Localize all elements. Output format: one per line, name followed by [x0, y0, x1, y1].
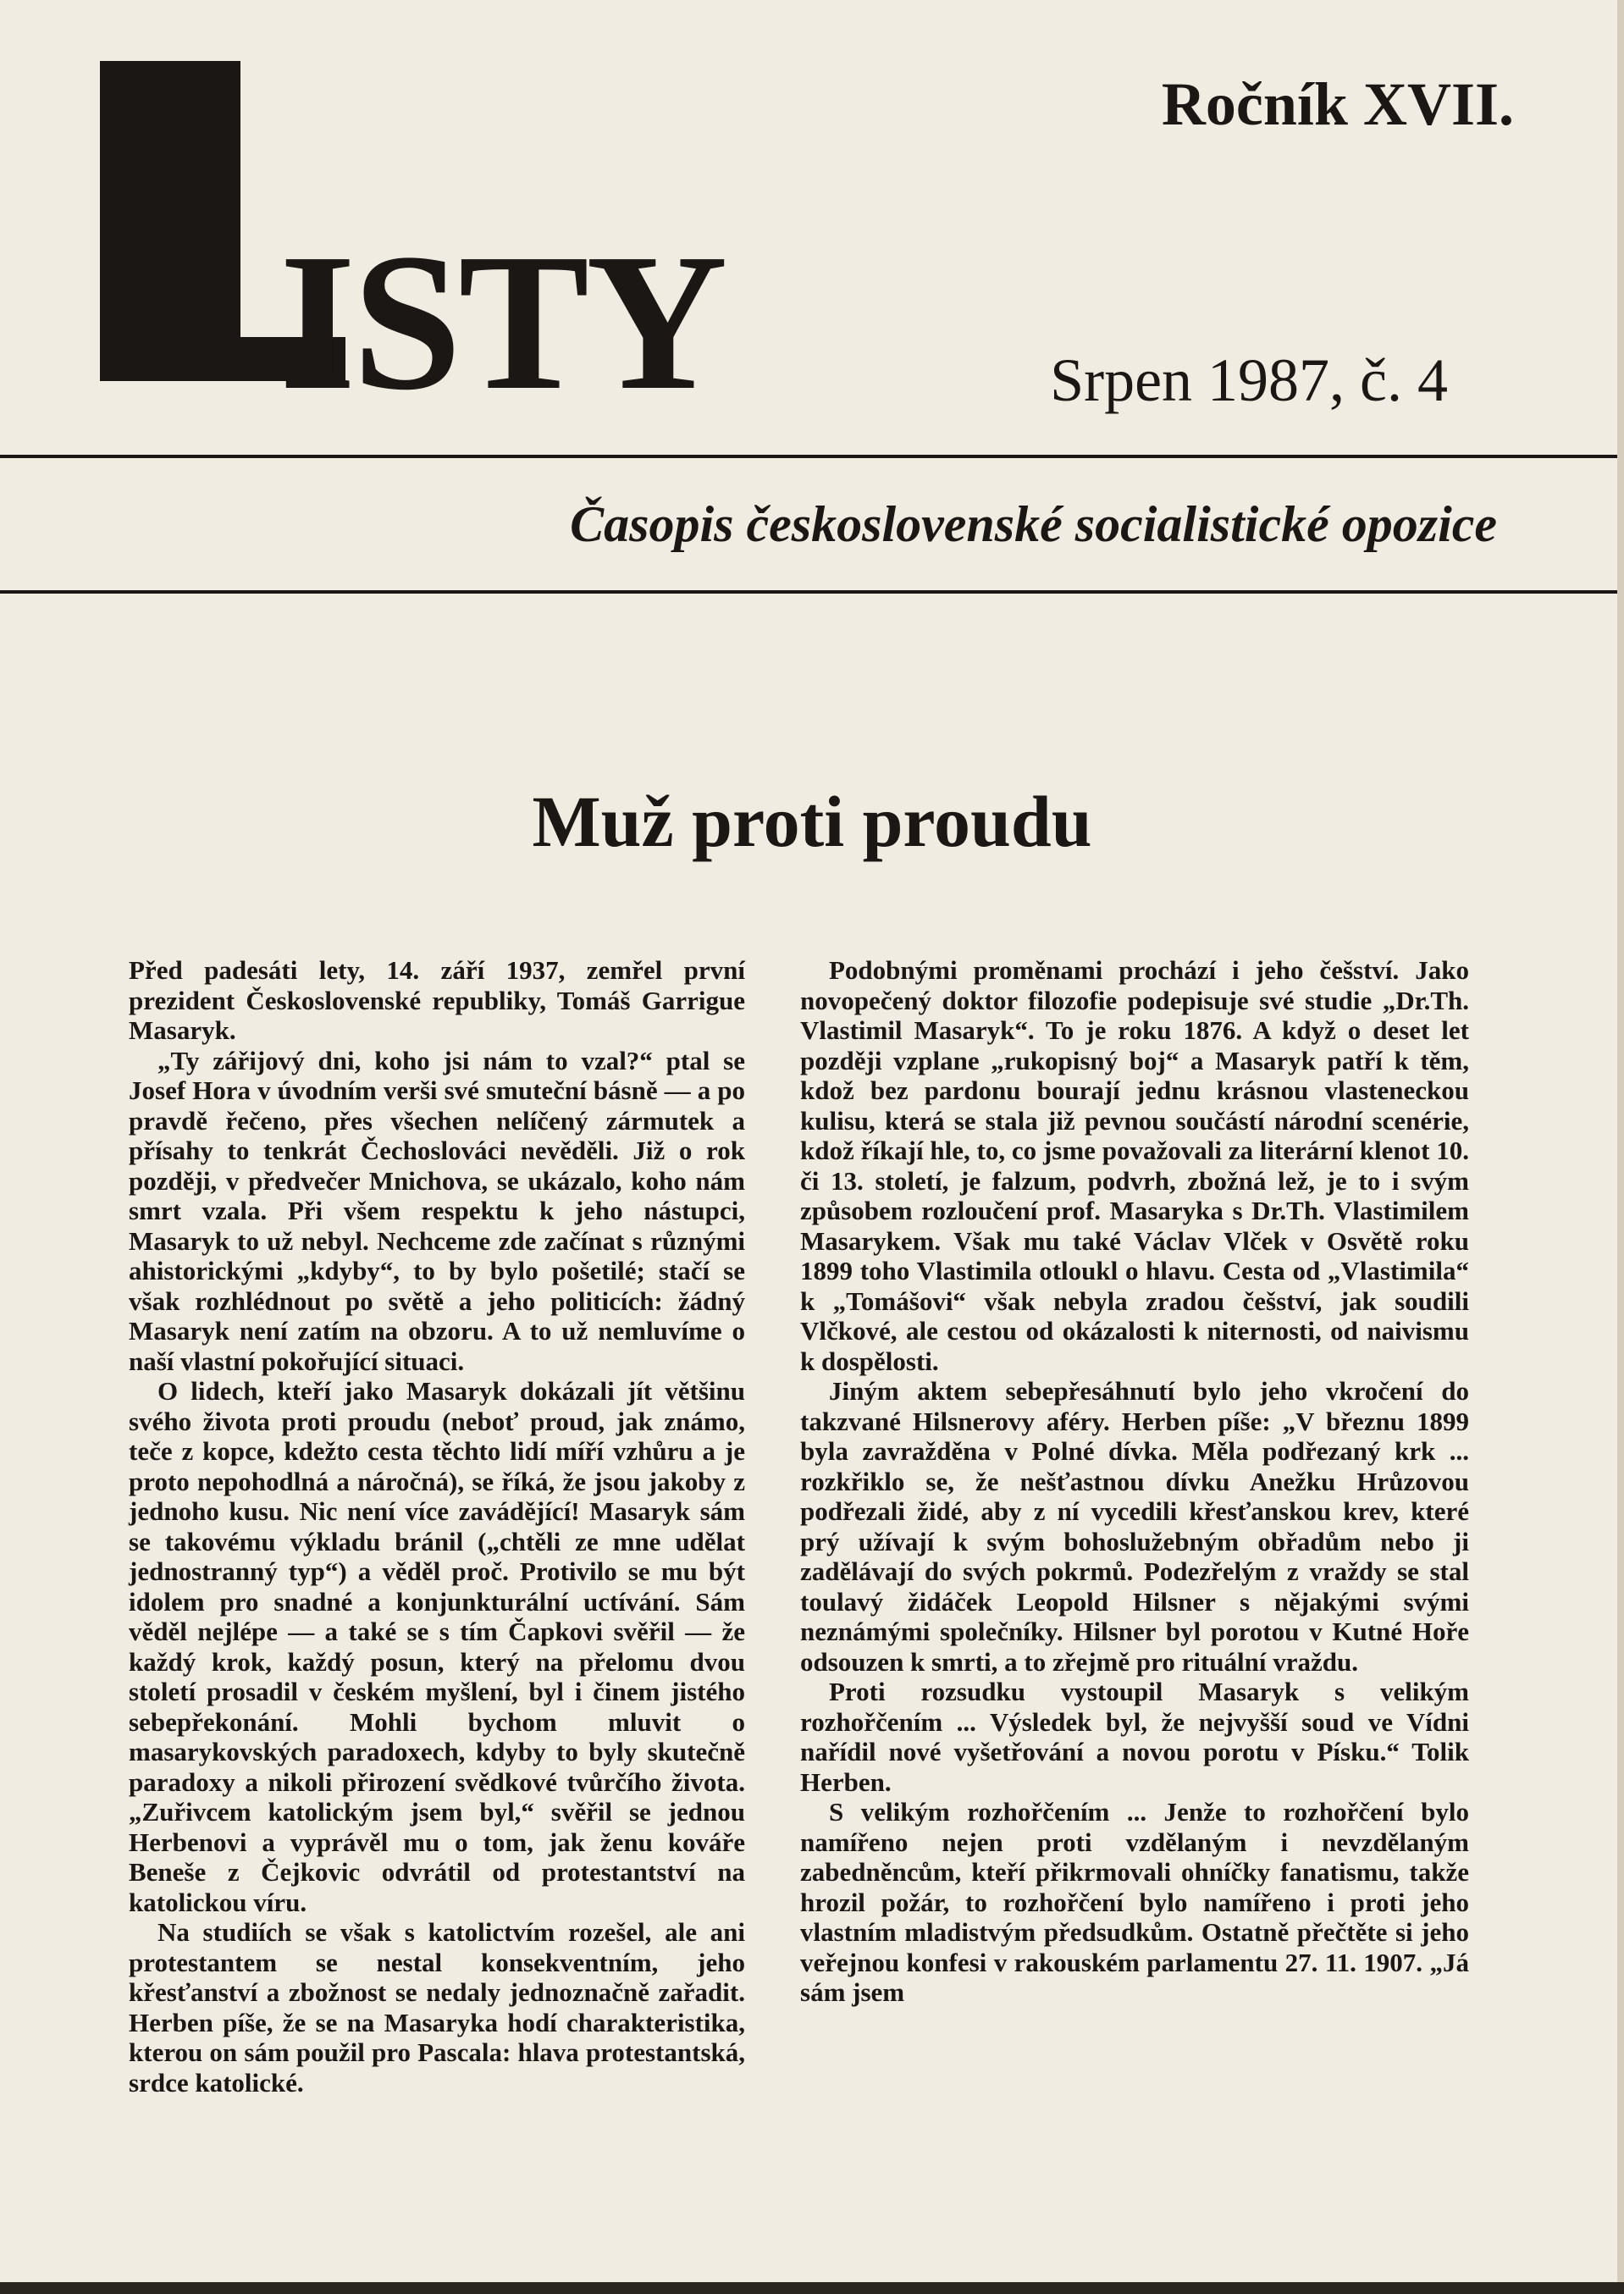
paragraph: Proti rozsudku vystoupil Masaryk s velikým rozhořčením ... Výsledek byl, že nejvyšší soud ve Vídni nařídil nové vyšetřování a novou porotu v Písku.“ Tolik Herben.: [800, 1677, 1469, 1797]
paragraph: O lidech, kteří jako Masaryk dokázali jít většinu svého života proti proudu (neboť proud, jak známo, teče z kopce, kdežto cesta těchto lidí míří vzhůru a je proto nepohodlná a náročná), se říká, že jsou jakoby z jednoho kusu. Nic není více zavádějící! Masaryk sám se takovému výkladu bránil („chtěli ze mne udělat jednostranný typ“) a věděl proč. Protivilo se mu být idolem pro snadné a konjunkturální uctívání. Sám věděl nejlépe — a také se s tím Čapkovi svěřil — že každý krok, každý posun, který na přelomu dvou století prosadil v českém myšlení, byl i činem jistého sebepřekonání. Mohli bychom mluvit o masarykovských paradoxech, kdyby to byly skutečně paradoxy a nikoli přirození svědkové tvůrčího života. „Zuřivcem katolickým jsem byl,“ svěřil se jednou Herbenovi a vyprávěl mu o tom, jak ženu kováře Beneše z Čejkovic odvrátil od protestantství na katolickou víru.: [129, 1376, 745, 1917]
header-rule-top: [0, 455, 1624, 458]
article-headline: Muž proti proudu: [532, 781, 1092, 862]
masthead-subtitle: Časopis československé socialistické opozice: [570, 496, 1497, 552]
paragraph: Před padesáti lety, 14. září 1937, zemřel první prezident Československé republiky, Tomáš Garrigue Masaryk.: [129, 955, 745, 1045]
scan-bottom-edge: [0, 2282, 1624, 2294]
paragraph: S velikým rozhořčením ... Jenže to rozhořčení bylo namířeno nejen proti vzdělaným i nevzdělaným zabedněncům, kteří přikrmovali ohníčky fanatismu, takže hrozil požár, to rozhořčení bylo namířeno i proti jeho vlastním mladistvým předsudkům. Ostatně přečtěte si jeho veřejnou konfesi v rakouském parlamentu 27. 11. 1907. „Já sám jsem: [800, 1797, 1469, 2007]
masthead-letter-l: [100, 61, 240, 381]
masthead-title: ISTY: [279, 213, 725, 431]
paragraph: Jiným aktem sebepřesáhnutí bylo jeho vkročení do takzvané Hilsnerovy aféry. Herben píše: „V březnu 1899 byla zavražděna v Polné dívka. Měla podřezaný krk ... rozkřiklo se, že nešťastnou dívku Anežku Hrůzovou podřezali židé, aby z ní vycedili křesťanskou krev, které prý užívají k svým bohoslužebným obřadům nebo ji zadělávají do svých pokrmů. Podezřelým z vraždy se stal toulavý židáček Leopold Hilsner s nějakými svými neznámými společníky. Hilsner byl porotou v Kutné Hoře odsouzen k smrti, a to zřejmě pro rituální vraždu.: [800, 1376, 1469, 1677]
page-edge: [1617, 0, 1624, 2294]
paragraph: „Ty zářijový dni, koho jsi nám to vzal?“ ptal se Josef Hora v úvodním verši své smuteční básně — a po pravdě řečeno, přes všechen nelíčený zármutek a přísahy to tenkrát Čechoslováci nevěděli. Již o rok později, v předvečer Mnichova, se ukázalo, koho nám smrt vzala. Při všem respektu k jeho nástupci, Masaryk to už nebyl. Nechceme zde začínat s různými ahistorickými „kdyby“, to by bylo pošetilé; stačí se však rozhlédnout po světě a jeho politicích: žádný Masaryk není zatím na obzoru. A to už nemluvíme o naší vlastní pokořující situaci.: [129, 1045, 745, 1376]
header-rule-bottom: [0, 590, 1624, 594]
issue-date: Srpen 1987, č. 4: [1050, 346, 1448, 414]
article-column-right: [800, 955, 1469, 2008]
paragraph: Podobnými proměnami prochází i jeho češství. Jako novopečený doktor filozofie podepisuje své studie „Dr.Th. Vlastimil Masaryk“. To je roku 1876. A když o deset let později vzplane „rukopisný boj“ a Masaryk patří k těm, kdož bez pardonu bourají jednu krásnou vlasteneckou kulisu, která se stala již pevnou součástí národní scenérie, kdož říkají hle, to, co jsme považovali za literární klenot 10. či 13. století, je falzum, podvrh, zbožná lež, je to i svým způsobem rozloučení prof. Masaryka s Dr.Th. Vlastimilem Masarykem. Však mu také Václav Vlček v Osvětě roku 1899 toho Vlastimila otloukl o hlavu. Cesta od „Vlastimila“ k „Tomášovi“ však nebyla zradou češství, jak soudili Vlčkové, ale cestou od okázalosti k niternosti, od naivismu k dospělosti.: [800, 955, 1469, 1376]
volume-label: Ročník XVII.: [1161, 70, 1514, 138]
article-column-left: [129, 955, 745, 2098]
paragraph: Na studiích se však s katolictvím rozešel, ale ani protestantem se nestal konsekventním, jeho křesťanství a zbožnost se nedaly jednoznačně zařadit. Herben píše, že se na Masaryka hodí charakteristika, kterou on sám použil pro Pascala: hlava protestantská, srdce katolické.: [129, 1917, 745, 2098]
